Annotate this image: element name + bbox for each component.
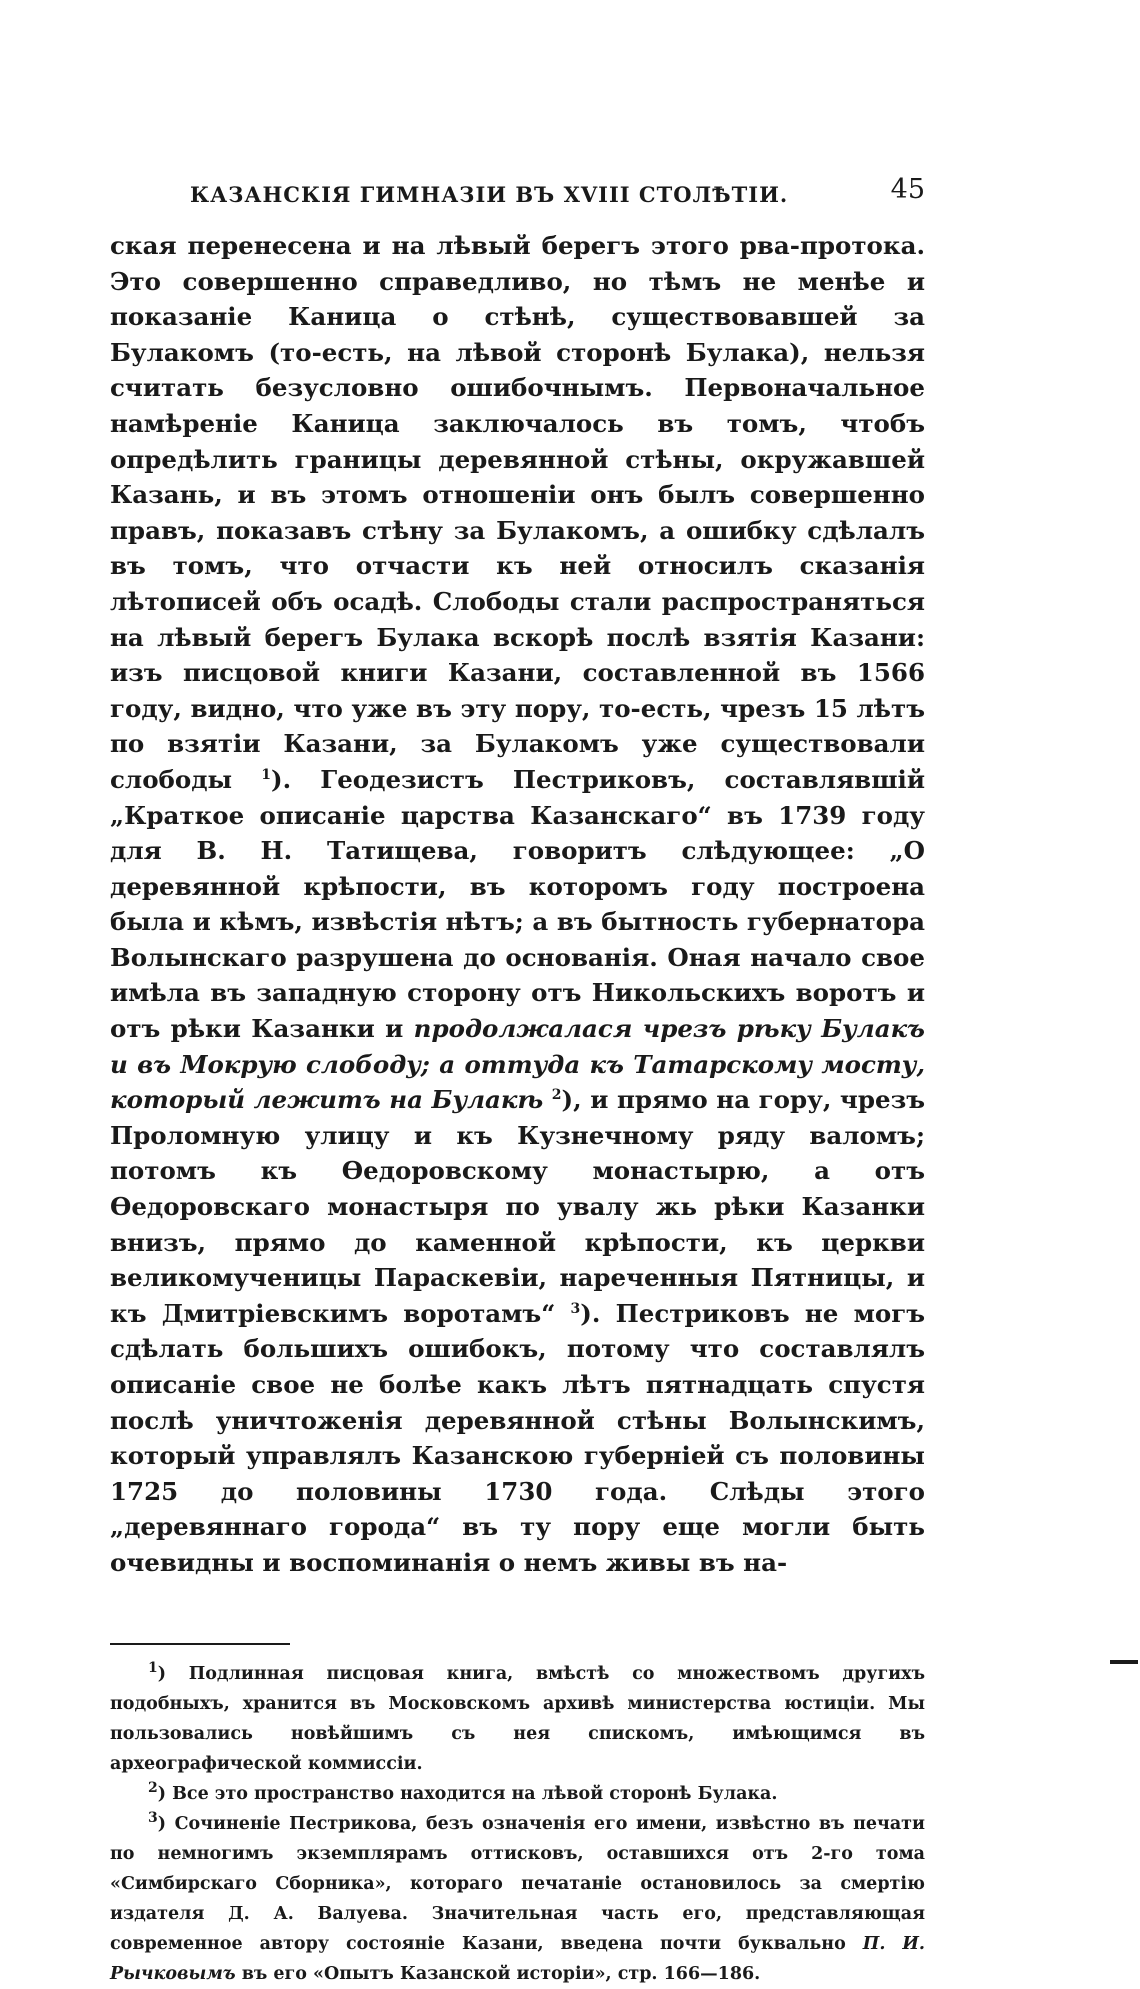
footnote-ref-3: 3 [570, 1300, 581, 1317]
footnote-text-3a: ) Сочиненіе Пестрикова, безъ означенія его имени, извѣстно въ печати по немногимъ экземплярамъ оттисковъ, оставшихся отъ 2-го тома «Симбирскаго Сборника», котораго печатаніе остановилось за смертію издателя Д. А. Валуева. Значительная часть его, представляющая современное автору состояніе Казани, введена почти буквально [110, 1813, 925, 1954]
running-head [110, 170, 925, 210]
footnote-ref-1: 1 [261, 766, 272, 783]
footnote-text-1: ) Подлинная писцовая книга, вмѣстѣ со множествомъ другихъ подобныхъ, хранится въ Московскомъ архивѣ министерства юстиціи. Мы пользовались новѣйшимъ съ нея спискомъ, имѣющимся въ археографической коммиссіи. [110, 1663, 925, 1774]
footnote-1 [110, 1659, 925, 1779]
running-title: КАЗАНСКІЯ ГИМНАЗІИ ВЪ XVIII СТОЛѢТІИ. [190, 182, 789, 207]
body-text-part-3: ), и прямо на гору, чрезъ Проломную улицу и къ Кузнечному ряду валомъ; потомъ къ Ѳедоровскому монастырю, а отъ Ѳедоровскаго монастыря по увалу жь рѣки Казанки внизъ, прямо до каменной крѣпости, къ церкви великомученицы Параскевіи, нареченныя Пятницы, и къ Дмитріевскимъ воротамъ“ [110, 1085, 925, 1328]
footnote-ref-2: 2 [551, 1087, 562, 1104]
body-text-part-4: ). Пестриковъ не могъ сдѣлать большихъ ошибокъ, потому что составлялъ описаніе свое не болѣе какъ лѣтъ пятнадцать спустя послѣ уничтоженія деревянной стѣны Волынскимъ, который управлялъ Казанскою губерніей съ половины 1725 до половины 1730 года. Слѣды этого „деревяннаго города“ въ ту пору еще могли быть очевидны и воспоминанія о немъ живы въ на- [110, 1298, 926, 1577]
footnote-text-3b: въ его «Опытъ Казанской исторіи», стр. 166—186. [241, 1963, 761, 1984]
footnote-text-2: ) Все это пространство находится на лѣвой сторонѣ Булака. [157, 1783, 778, 1804]
body-text-part-1: ская перенесена и на лѣвый берегъ этого рва-протока. Это совершенно справедливо, но тѣмъ не менѣе и показаніе Каница о стѣнѣ, существовавшей за Булакомъ (то-есть, на лѣвой сторонѣ Булака), нельзя считать безусловно ошибочнымъ. Первоначальное намѣреніе Каница заключалось въ томъ, чтобъ опредѣлить границы деревянной стѣны, окружавшей Казань, и въ этомъ отношеніи онъ былъ совершенно правъ, показавъ стѣну за Булакомъ, а ошибку сдѣлалъ въ томъ, что отчасти къ ней относилъ сказанія лѣтописей объ осадѣ. Слободы стали распространяться на лѣвый берегъ Булака вскорѣ послѣ взятія Казани: изъ писцовой книги Казани, составленной въ 1566 году, видно, что уже въ эту пору, то-есть, чрезъ 15 лѣтъ по взятіи Казани, за Булакомъ уже существовали слободы [110, 231, 925, 794]
footnote-2 [110, 1779, 925, 1809]
main-paragraph [110, 228, 925, 1581]
edge-mark [1110, 1660, 1138, 1664]
body-text-italic: продолжалася чрезъ рѣку Булакъ и въ Мокрую слободу; а оттуда къ Татарскому мосту, который лежитъ на Булакѣ [110, 1014, 925, 1115]
footnote-author: П. И. Рычковымъ [110, 1933, 926, 1984]
page-number: 45 [890, 174, 925, 205]
footnote-mark-1: 1 [148, 1659, 158, 1676]
document-page [110, 170, 925, 1989]
footnote-divider [110, 1643, 290, 1645]
footnote-mark-3: 3 [148, 1809, 158, 1826]
footnote-3 [110, 1809, 925, 1989]
footnote-mark-2: 2 [148, 1779, 158, 1796]
body-text-part-2: ). Геодезистъ Пестриковъ, составлявшій „Краткое описаніе царства Казанскаго“ въ 1739 году для В. Н. Татищева, говоритъ слѣдующее: „О деревянной крѣпости, въ которомъ году построена была и кѣмъ, извѣстія нѣтъ; а въ бытность губернатора Волынскаго разрушена до основанія. Оная начало свое имѣла въ западную сторону отъ Никольскихъ воротъ и отъ рѣки Казанки и [110, 764, 926, 1044]
